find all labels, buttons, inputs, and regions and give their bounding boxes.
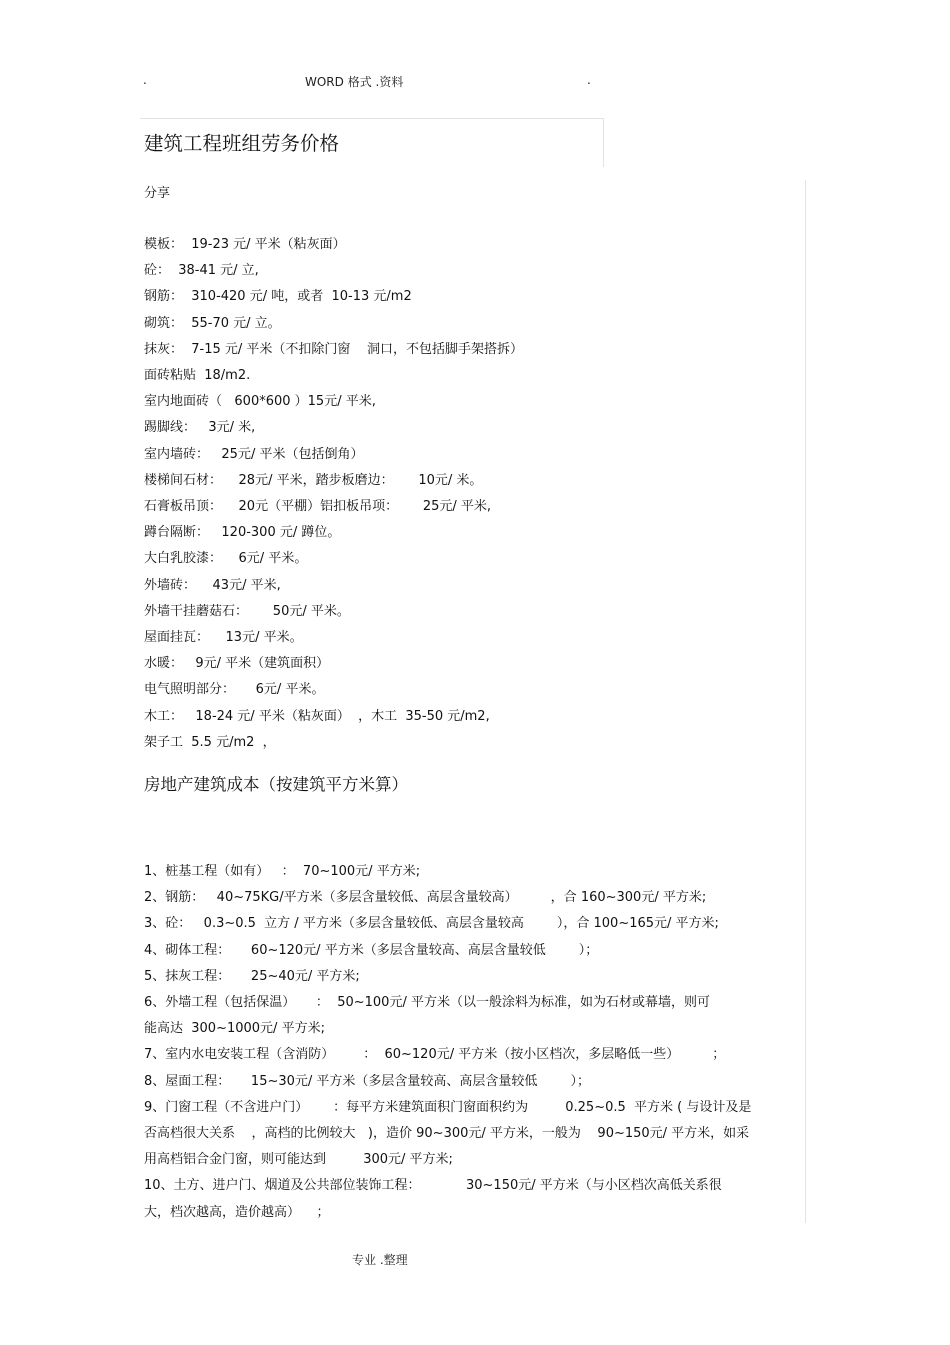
- labor-price-line: 蹲台隔断： 120-300 元/ 蹲位。: [144, 525, 341, 541]
- labor-price-line: 石膏板吊顶： 20元（平棚）铝扣板吊项： 25元/ 平米,: [144, 499, 492, 514]
- labor-price-line: 室内地面砖（ 600*600 ）15元/ 平米,: [144, 394, 376, 410]
- labor-price-line: 楼梯间石材： 28元/ 平米，踏步板磨边： 10元/ 米。: [144, 472, 483, 488]
- cost-line: 10、土方、进户门、烟道及公共部位装饰工程： 30~150元/ 平方米（与小区档次高低关系很: [144, 1178, 722, 1194]
- cost-line: 6、外墙工程（包括保温） ： 50~100元/ 平方米（以一般涂料为标准，如为石材或幕墙，则可: [144, 995, 710, 1010]
- labor-price-line: 木工： 18-24 元/ 平米（粘灰面） ，木工 35-50 元/m2,: [144, 708, 490, 724]
- cost-line: 8、屋面工程： 15~30元/ 平方米（多层含量较高、高层含量较低 ）；: [144, 1073, 590, 1089]
- cost-line: 2、钢筋： 40~75KG/平方米（多层含量较低、高层含量较高） ，合 160~300元/ 平方米;: [144, 890, 707, 906]
- cost-line: 能高达 300~1000元/ 平方米;: [144, 1021, 325, 1037]
- labor-price-line: 踢脚线： 3元/ 米,: [144, 420, 256, 436]
- labor-price-line: 抹灰： 7-15 元/ 平米（不扣除门窗 洞口，不包括脚手架搭拆）: [144, 341, 523, 357]
- cost-line: 9、门窗工程（不含进户门） ：每平方米建筑面积门窗面积约为 0.25~0.5 平方米 ( 与设计及是: [144, 1099, 752, 1115]
- labor-price-line: 大白乳胶漆： 6元/ 平米。: [144, 551, 308, 567]
- header-dot-left: .: [143, 73, 147, 87]
- labor-price-line: 模板： 19-23 元/ 平米（粘灰面）: [144, 237, 346, 252]
- cost-line: 7、室内水电安装工程（含消防） ： 60~120元/ 平方米（按小区档次，多层略低一些） ；: [144, 1047, 726, 1063]
- cost-line: 大，档次越高，造价越高） ；: [144, 1204, 330, 1220]
- page-title: 建筑工程班组劳务价格: [144, 132, 340, 155]
- labor-price-line: 电气照明部分： 6元/ 平米。: [144, 682, 325, 698]
- labor-price-line: 外墙干挂蘑菇石： 50元/ 平米。: [144, 603, 350, 619]
- footer-label: 专业 .整理: [352, 1253, 408, 1267]
- cost-line: 用高档铝合金门窗，则可能达到 300元/ 平方米;: [144, 1152, 453, 1168]
- cost-line: 3、砼： 0.3~0.5 立方 / 平方米（多层含量较低、高层含量较高 ），合 100~165元/ 平方米;: [144, 916, 719, 932]
- labor-price-line: 外墙砖： 43元/ 平米,: [144, 577, 281, 593]
- section-title: 房地产建筑成本（按建筑平方米算）: [144, 775, 408, 794]
- labor-price-line: 架子工 5.5 元/m2 ，: [144, 734, 276, 750]
- labor-price-line: 砼： 38-41 元/ 立,: [144, 263, 259, 279]
- labor-price-line: 水暖： 9元/ 平米（建筑面积）: [144, 656, 330, 672]
- cost-line: 否高档很大关系 ，高档的比例较大 )，造价 90~300元/ 平方米，一般为 90~150元/ 平方米，如采: [144, 1126, 750, 1141]
- header-dot-right: .: [587, 73, 591, 87]
- labor-price-line: 面砖粘贴 18/m2.: [144, 368, 251, 383]
- labor-price-line: 室内墙砖： 25元/ 平米（包括倒角）: [144, 446, 364, 462]
- labor-price-line: 钢筋： 310-420 元/ 吨，或者 10-13 元/m2: [144, 289, 412, 305]
- share-label: 分享: [144, 186, 171, 201]
- cost-line: 4、砌体工程： 60~120元/ 平方米（多层含量较高、高层含量较低 ）；: [144, 942, 599, 958]
- content-frame: [140, 180, 806, 1223]
- header-label: WORD 格式 .资料: [305, 75, 404, 89]
- labor-price-line: 屋面挂瓦： 13元/ 平米。: [144, 630, 303, 645]
- cost-line: 5、抹灰工程： 25~40元/ 平方米;: [144, 968, 360, 984]
- cost-line: 1、桩基工程（如有） ： 70~100元/ 平方米;: [144, 864, 421, 879]
- labor-price-line: 砌筑： 55-70 元/ 立。: [144, 315, 281, 331]
